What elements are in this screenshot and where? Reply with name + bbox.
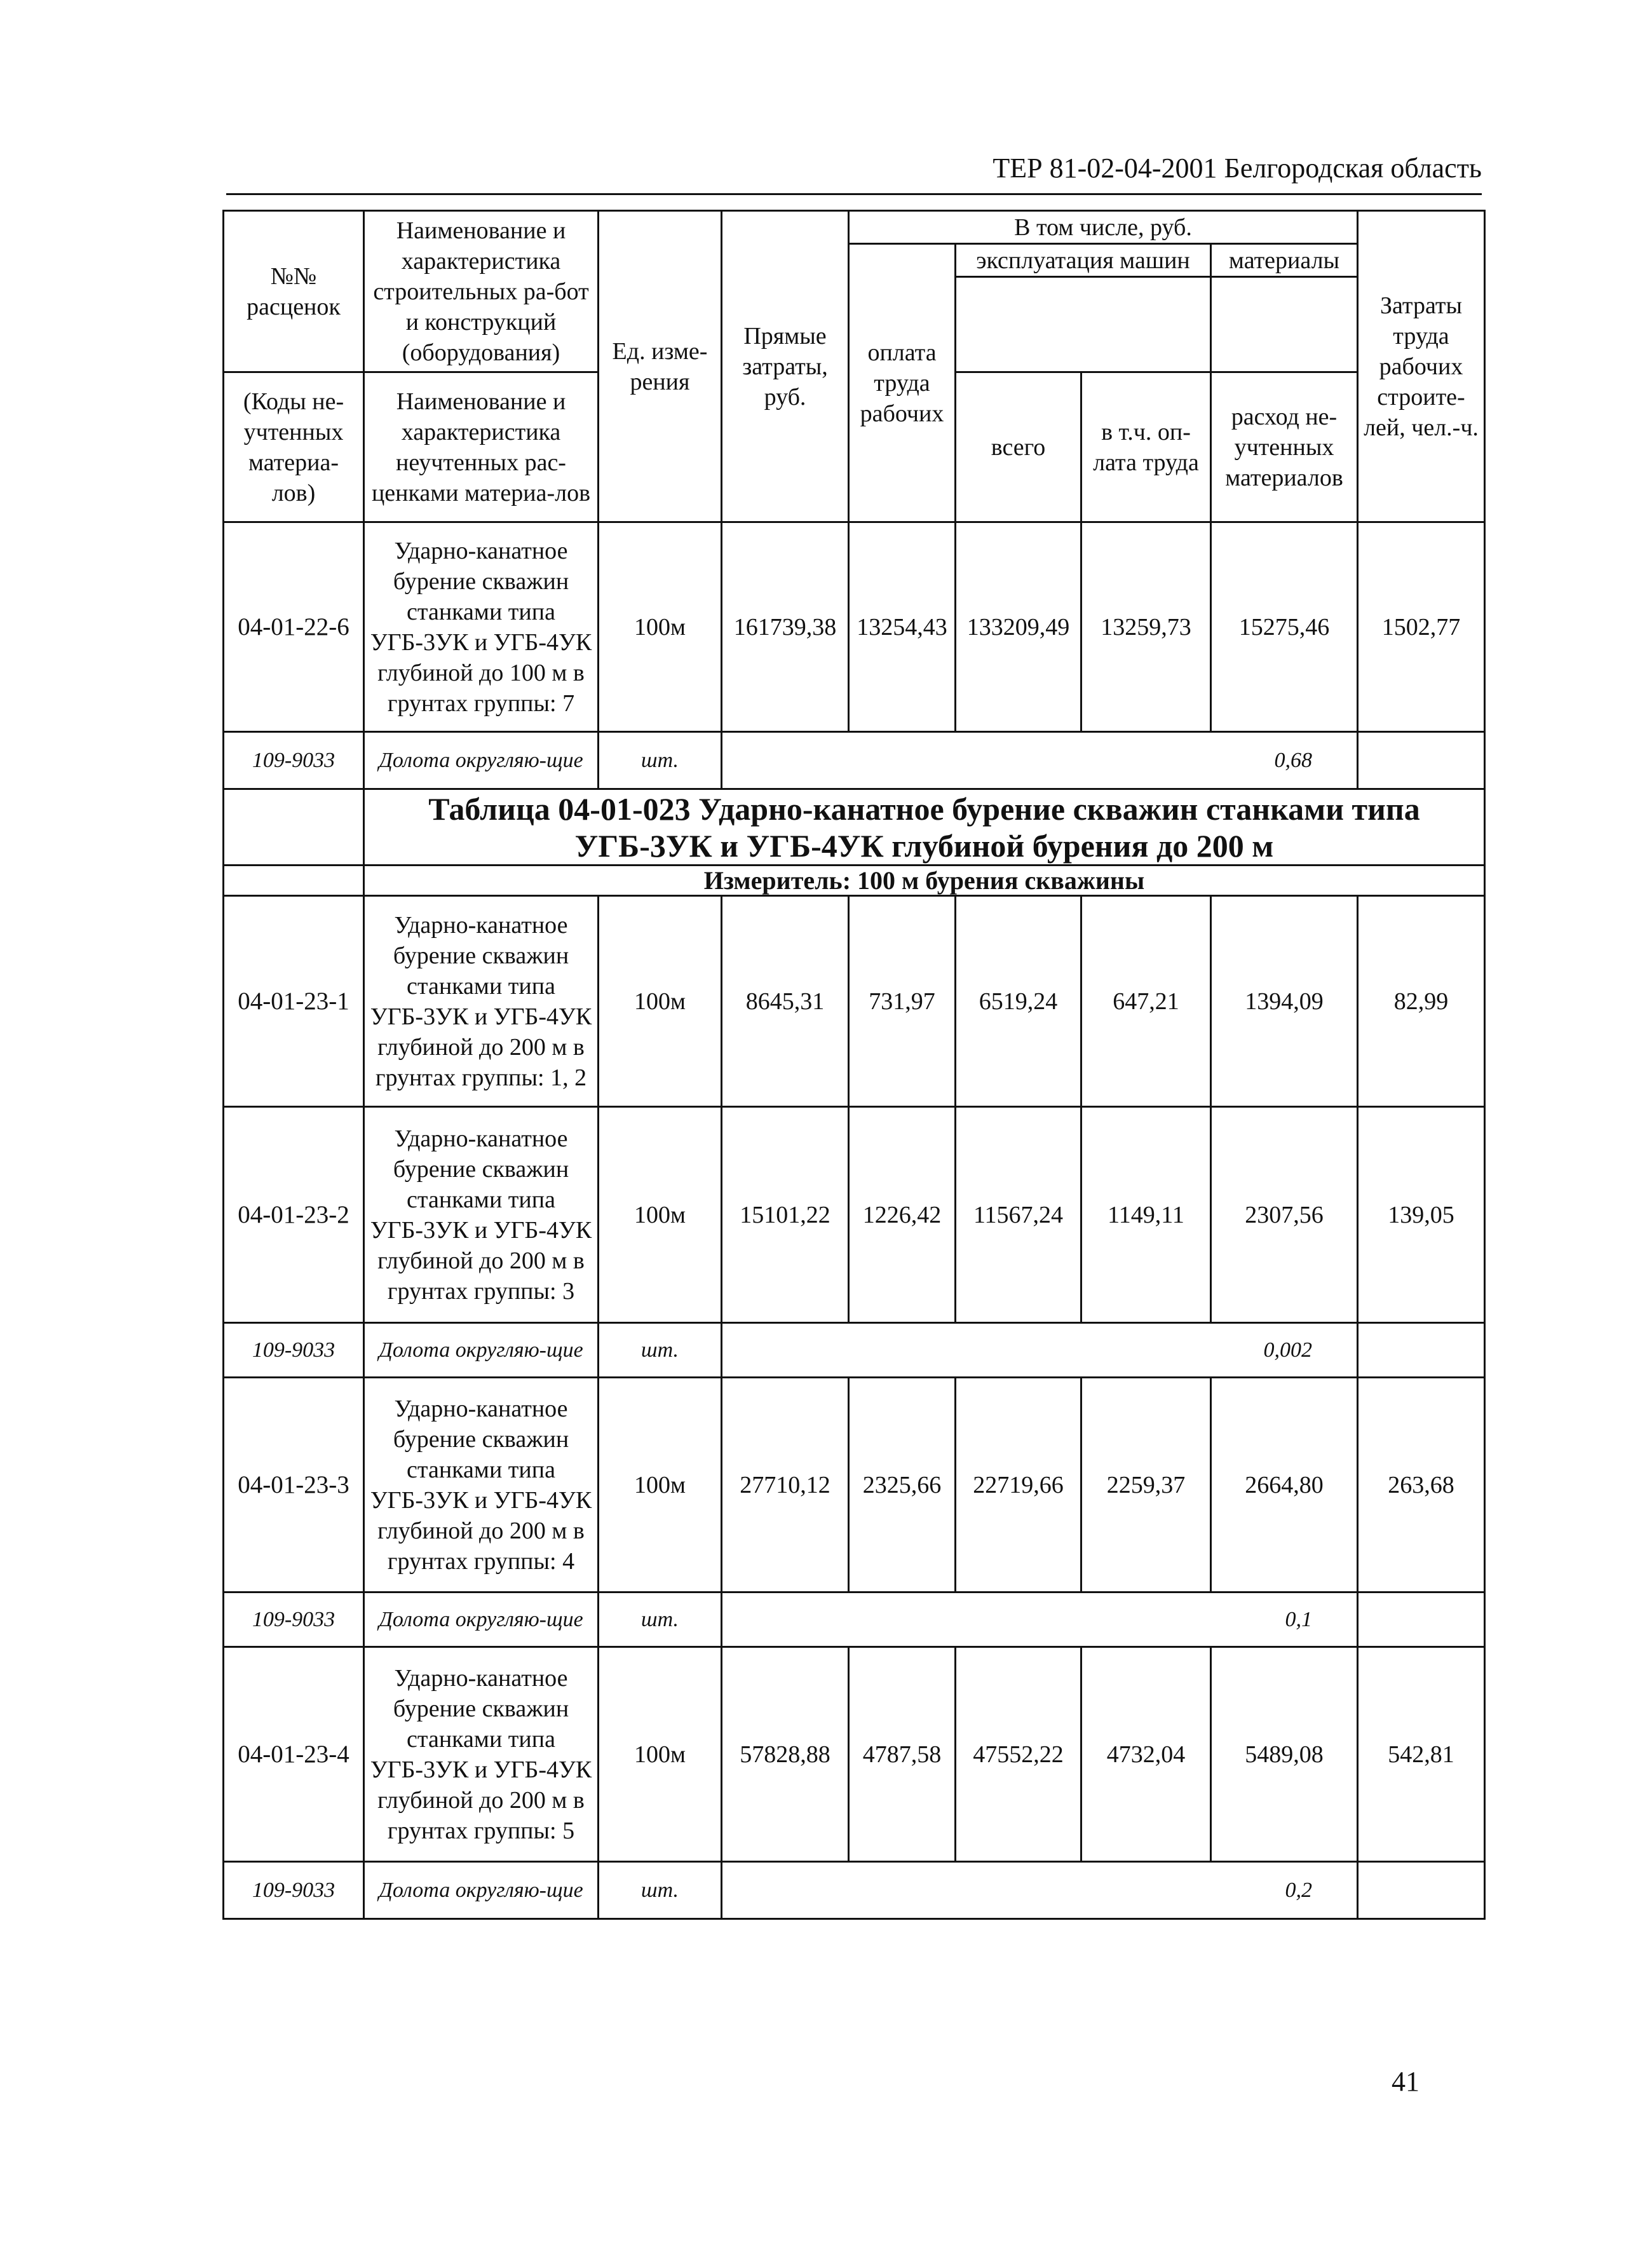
rate-unit: 100м (599, 1378, 722, 1592)
material-name: Долота округляю-щие (364, 1862, 599, 1919)
rate-labor-pay: 731,97 (849, 896, 956, 1107)
rate-materials: 1394,09 (1211, 896, 1358, 1107)
rate-materials: 15275,46 (1211, 522, 1358, 732)
table-title: Таблица 04-01-023 Ударно-канатное бурение скважин станками типа УГБ-3УК и УГБ-4УК глубиной бурения до 200 м (364, 789, 1485, 866)
empty-cell (224, 789, 364, 866)
rate-machines-total: 6519,24 (956, 896, 1081, 1107)
measure-row (224, 866, 1485, 896)
page-number: 41 (1392, 2066, 1420, 2097)
material-code: 109-9033 (224, 1323, 364, 1378)
material-row (224, 1323, 1485, 1378)
rate-name: Ударно-канатное бурение скважин станками типа УГБ-3УК и УГБ-4УК глубиной до 200 м в грунтах группы: 1, 2 (364, 896, 599, 1107)
rate-code: 04-01-23-4 (224, 1647, 364, 1862)
measure-label: Измеритель: 100 м бурения скважины (364, 866, 1485, 896)
material-name: Долота округляю-щие (364, 1323, 599, 1378)
material-row (224, 1592, 1485, 1647)
col-code-header: №№ расценок (224, 211, 364, 372)
rate-labor-pay: 13254,43 (849, 522, 956, 732)
col-name-header: Наименование и характеристика строительных ра-бот и конструкций (оборудования) (364, 211, 599, 372)
col-unit-header: Ед. изме-рения (599, 211, 722, 522)
material-name: Долота округляю-щие (364, 1592, 599, 1647)
rate-materials: 2664,80 (1211, 1378, 1358, 1592)
rate-code: 04-01-23-1 (224, 896, 364, 1107)
col-machines-total-header: всего (956, 372, 1081, 522)
col-code-subheader: (Коды не-учтенных материа-лов) (224, 372, 364, 522)
materials-spacer (1211, 277, 1358, 372)
material-code: 109-9033 (224, 1862, 364, 1919)
col-name-subheader: Наименование и характеристика неучтенных рас-ценками материа-лов (364, 372, 599, 522)
machines-spacer (956, 277, 1211, 372)
col-direct-header: Прямые затраты, руб. (722, 211, 849, 522)
rate-machines-total: 47552,22 (956, 1647, 1081, 1862)
rate-labor-hours: 263,68 (1358, 1378, 1485, 1592)
material-unit: шт. (599, 1592, 722, 1647)
material-code: 109-9033 (224, 1592, 364, 1647)
rate-machines-labor: 1149,11 (1081, 1107, 1211, 1323)
empty-cell (224, 866, 364, 896)
rate-unit: 100м (599, 522, 722, 732)
rate-code: 04-01-23-2 (224, 1107, 364, 1323)
rate-machines-labor: 13259,73 (1081, 522, 1211, 732)
rate-machines-total: 11567,24 (956, 1107, 1081, 1323)
table-row (224, 1378, 1485, 1592)
rate-labor-hours: 139,05 (1358, 1107, 1485, 1323)
table-row (224, 1107, 1485, 1323)
material-qty: 0,2 (722, 1862, 1358, 1919)
page-header (226, 151, 1482, 195)
col-machines-labor-header: в т.ч. оп-лата труда (1081, 372, 1211, 522)
rate-machines-labor: 2259,37 (1081, 1378, 1211, 1592)
rate-labor-hours: 82,99 (1358, 896, 1485, 1107)
material-code: 109-9033 (224, 732, 364, 789)
rate-direct-cost: 161739,38 (722, 522, 849, 732)
rate-machines-labor: 4732,04 (1081, 1647, 1211, 1862)
material-qty: 0,002 (722, 1323, 1358, 1378)
table-row (224, 896, 1485, 1107)
rate-unit: 100м (599, 1107, 722, 1323)
material-name: Долота округляю-щие (364, 732, 599, 789)
rate-materials: 2307,56 (1211, 1107, 1358, 1323)
material-unit: шт. (599, 1323, 722, 1378)
rate-name: Ударно-канатное бурение скважин станками типа УГБ-3УК и УГБ-4УК глубиной до 100 м в грунтах группы: 7 (364, 522, 599, 732)
rate-name: Ударно-канатное бурение скважин станками типа УГБ-3УК и УГБ-4УК глубиной до 200 м в грунтах группы: 4 (364, 1378, 599, 1592)
rate-direct-cost: 57828,88 (722, 1647, 849, 1862)
rate-direct-cost: 27710,12 (722, 1378, 849, 1592)
empty-cell (1358, 1323, 1485, 1378)
rate-code: 04-01-23-3 (224, 1378, 364, 1592)
rate-machines-total: 133209,49 (956, 522, 1081, 732)
empty-cell (1358, 1862, 1485, 1919)
material-row (224, 1862, 1485, 1919)
document-title: ТЕР 81-02-04-2001 Белгородская область (993, 153, 1482, 184)
rate-labor-pay: 1226,42 (849, 1107, 956, 1323)
rate-labor-pay: 4787,58 (849, 1647, 956, 1862)
col-materials-header: материалы (1211, 244, 1358, 277)
rate-unit: 100м (599, 896, 722, 1107)
rate-name: Ударно-канатное бурение скважин станками типа УГБ-3УК и УГБ-4УК глубиной до 200 м в грунтах группы: 3 (364, 1107, 599, 1323)
rate-unit: 100м (599, 1647, 722, 1862)
rate-code: 04-01-22-6 (224, 522, 364, 732)
empty-cell (1358, 1592, 1485, 1647)
rate-labor-hours: 542,81 (1358, 1647, 1485, 1862)
col-labor-hours-header: Затраты труда рабочих строите-лей, чел.-ч. (1358, 211, 1485, 522)
material-qty: 0,68 (722, 732, 1358, 789)
rate-machines-total: 22719,66 (956, 1378, 1081, 1592)
header-row (224, 211, 1485, 244)
col-materials-subheader: расход не-учтенных материалов (1211, 372, 1358, 522)
table-row (224, 1647, 1485, 1862)
material-row (224, 732, 1485, 789)
table-row (224, 522, 1485, 732)
material-unit: шт. (599, 732, 722, 789)
material-qty: 0,1 (722, 1592, 1358, 1647)
rate-machines-labor: 647,21 (1081, 896, 1211, 1107)
rate-direct-cost: 8645,31 (722, 896, 849, 1107)
rate-direct-cost: 15101,22 (722, 1107, 849, 1323)
col-incl-header: В том числе, руб. (849, 211, 1358, 244)
rate-materials: 5489,08 (1211, 1647, 1358, 1862)
rate-labor-pay: 2325,66 (849, 1378, 956, 1592)
material-unit: шт. (599, 1862, 722, 1919)
empty-cell (1358, 732, 1485, 789)
rates-table (222, 210, 1486, 1920)
rate-name: Ударно-канатное бурение скважин станками типа УГБ-3УК и УГБ-4УК глубиной до 200 м в грунтах группы: 5 (364, 1647, 599, 1862)
col-machines-header: эксплуатация машин (956, 244, 1211, 277)
table-title-row (224, 789, 1485, 866)
col-labor-pay-header: оплата труда рабочих (849, 244, 956, 522)
rate-labor-hours: 1502,77 (1358, 522, 1485, 732)
